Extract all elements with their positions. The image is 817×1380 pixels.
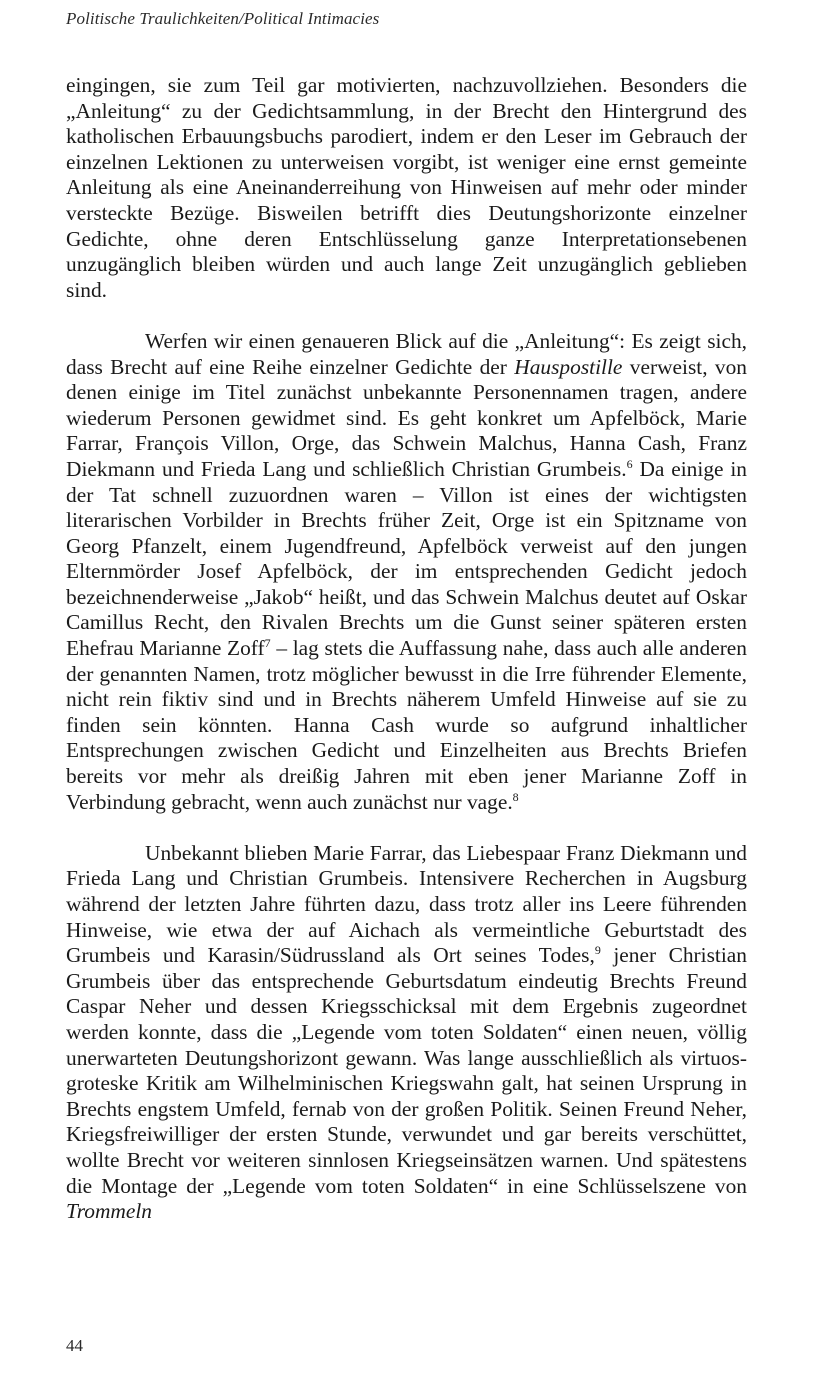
running-header: Politische Traulichkeiten/Political Intimacies <box>66 9 380 28</box>
paragraph-2 <box>66 329 747 815</box>
paragraph-1 <box>66 73 747 303</box>
page-number: 44 <box>66 1336 83 1355</box>
footnote-marker-9: 9 <box>594 943 601 958</box>
paragraph-2-text-a: Werfen wir einen genaueren Blick auf die „Anleitung“: Es zeigt sich, dass Brecht auf eine Reihe einzelner Gedichte der <box>66 328 747 379</box>
paragraph-3 <box>66 841 747 1225</box>
footnote-marker-6: 6 <box>626 456 633 471</box>
footnote-marker-7: 7 <box>264 635 271 650</box>
paragraph-2-italic-title: Hauspostille <box>514 354 623 379</box>
paragraph-2-text-c: Da einige in der Tat schnell zuzuordnen waren – Villon ist eines der wichtigsten literarischen Vorbilder in Brechts früher Zeit, Orge ist ein Spitzname von Georg Pfanzelt, einem Jugendfreund, Apfelböck verweist auf den jungen Elternmörder Josef Apfelböck, der im entsprechenden Gedicht jedoch bezeichnenderweise „Jakob“ heißt, und das Schwein Malchus deutet auf Oskar Camillus Recht, den Rivalen Brechts um die Gunst seiner späteren ersten Ehefrau Marianne Zoff <box>66 456 747 661</box>
body-text <box>66 73 747 1225</box>
paragraph-3-text-a: Unbekannt blieben Marie Farrar, das Liebespaar Franz Diekmann und Frieda Lang und Christian Grumbeis. Intensivere Recherchen in Augsburg während der letzten Jahre führten dazu, dass trotz aller ins Leere führenden Hinweise, wie etwa der auf Aichach als vermeintliche Geburtstadt des Grumbeis und Karasin/Südrussland als Ort seines Todes, <box>66 840 747 968</box>
paragraph-2-text-b: verweist, von denen einige im Titel zunächst unbekannte Personennamen tragen, andere wiederum Personen gewidmet sind. Es geht konkret um Apfelböck, Marie Farrar, François Villon, Orge, das Schwein Malchus, Hanna Cash, Franz Diekmann und Frieda Lang und schließlich Christian Grumbeis. <box>66 354 747 481</box>
footnote-marker-8: 8 <box>512 789 519 804</box>
paragraph-2-text-d: – lag stets die Auffassung nahe, dass auch alle anderen der genannten Namen, trotz möglicher bewusst in die Irre führender Elemente, nicht rein fiktiv sind und in Brechts näherem Umfeld Hinweise auf sie zu finden sein könnten. Hanna Cash wurde so aufgrund inhaltlicher Entsprechungen zwischen Gedicht und Einzelheiten aus Brechts Briefen bereits vor mehr als dreißig Jahren mit eben jener Marianne Zoff in Verbindung gebracht, wenn auch zunächst nur vage. <box>66 636 748 814</box>
paragraph-3-italic-title: Trommeln <box>66 1199 152 1224</box>
paragraph-1-text: eingingen, sie zum Teil gar motivierten, nachzuvollziehen. Besonders die „Anleitung“ zu der Gedichtsammlung, in der Brecht den Hintergrund des katholischen Erbauungsbuchs parodiert, indem er den Leser im Gebrauch der einzelnen Lektionen zu unterweisen vorgibt, ist weniger eine ernst gemeinte Anleitung als eine Aneinanderreihung von Hinweisen auf mehr oder minder versteckte Bezüge. Bisweilen betrifft dies Deutungshorizonte einzelner Gedichte, ohne deren Entschlüsselung ganze Interpretationsebenen unzugänglich bleiben würden und auch lange Zeit unzugänglich geblieben sind. <box>66 73 747 302</box>
paragraph-3-text-b: jener Christian Grumbeis über das entsprechende Geburtsdatum eindeutig Brechts Freund Caspar Neher und dessen Kriegsschicksal mit dem Ergebnis zugeordnet werden konnte, dass die „Legende vom toten Soldaten“ einen neuen, völlig unerwarteten Deutungshorizont gewann. Was lange ausschließlich als virtuos-groteske Kritik am Wilhelminischen Kriegswahn galt, hat seinen Ursprung in Brechts engstem Umfeld, fernab von der großen Politik. Seinen Freund Neher, Kriegsfreiwilliger der ersten Stunde, verwundet und gar bereits verschüttet, wollte Brecht vor weiteren sinnlosen Kriegseinsätzen warnen. Und spätestens die Montage der „Legende vom toten Soldaten“ in eine Schlüsselszene von <box>66 943 747 1198</box>
